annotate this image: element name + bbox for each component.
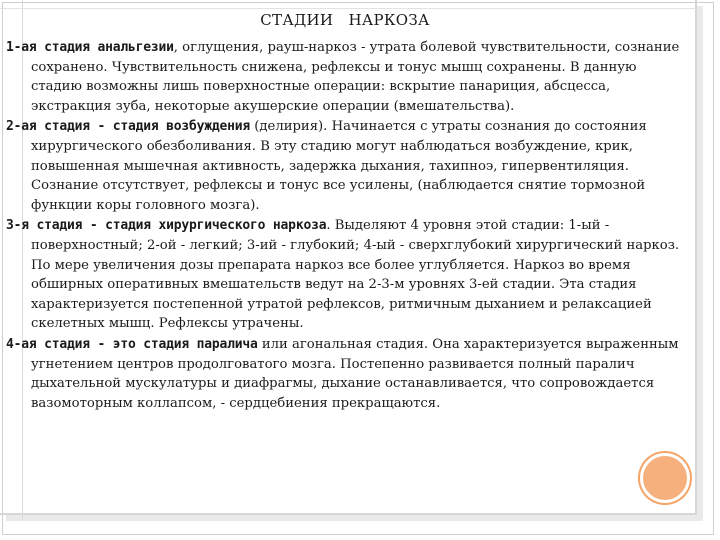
slide-body xyxy=(6,38,686,414)
top-rule xyxy=(0,8,700,9)
stage-4-text: или агональная стадия. Она характеризуется выраженным угнетением центров продолговатого мозга. Постепенно развивается полный паралич дыхательной мускулатуры и диафрагмы, дыхание останавливается, что сопровождается вазомоторным коллапсом, - сердцебиения прекращаются. xyxy=(31,336,679,411)
stage-1-text: , оглущения, рауш-наркоз - утрата болевой чувствительности, сознание сохранено. Чувствительность снижена, рефлексы и тонус мышц сохранены. В данную стадию возможны лишь поверхностные операции: вскрытие панариция, абсцесса, экстракция зуба, некоторые акушерские операции (вмешательства). xyxy=(31,40,680,114)
slide-title: СТАДИИ НАРКОЗА xyxy=(260,11,430,29)
stage-2-heading: 2-ая стадия - стадия возбуждения xyxy=(6,119,251,135)
stage-1-heading: 1-ая стадия анальгезии xyxy=(6,40,174,55)
stage-1-paragraph xyxy=(6,38,686,116)
decorative-circle-icon xyxy=(640,453,690,503)
stage-3-heading: 3-я стадия - стадия хирургического наркоза xyxy=(6,218,327,234)
stage-3-paragraph xyxy=(6,216,686,334)
stage-3-text: . Выделяют 4 уровня этой стадии: 1-ый - поверхностный; 2-ой - легкий; 3-ий - глубокий; 4-ый - сверхглубокий хирургический наркоз. По мере увеличения дозы препарата наркоз все более углубляется. Наркоз во время обширных оперативных вмешательств ведут на 2-3-м уровнях 3-ей стадии. Эта стадия характеризуется постепенной утратой рефлексов, ритмичным дыханием и релаксацией скелетных мышц. Рефлексы утрачены. xyxy=(31,218,680,332)
stage-2-text: (делирия). Начинается с утраты сознания до состояния хирургического обезболивания. В эту стадию могут наблюдаться возбуждение, крик, повышенная мышечная активность, задержка дыхания, тахипноэ, гипервентиляция. Сознание отсутствует, рефлексы и тонус все усилены, (наблюдается снятие тормозной функции коры головного мозга). xyxy=(31,119,647,213)
stage-4-heading: 4-ая стадия - это стадия паралича xyxy=(6,336,258,352)
stage-4-paragraph xyxy=(6,335,686,413)
stage-2-paragraph xyxy=(6,117,686,215)
